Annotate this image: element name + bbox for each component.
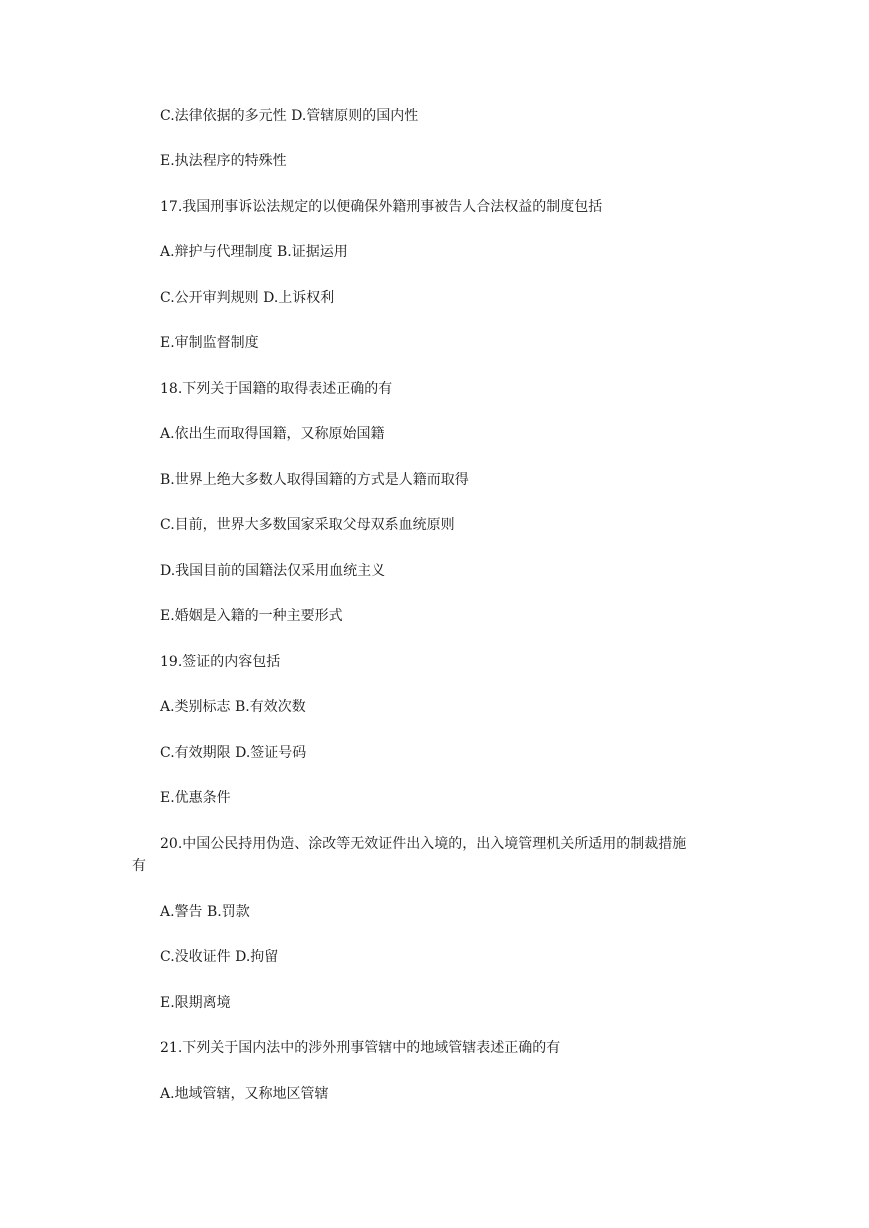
question-19: 19.签证的内容包括 [160,654,281,670]
option-line-16-c-d: C.法律依据的多元性 D.管辖原则的国内性 [160,108,419,124]
question-21: 21.下列关于国内法中的涉外刑事管辖中的地域管辖表述正确的有 [160,1040,561,1056]
option-line-19-a-b: A.类别标志 B.有效次数 [160,699,306,715]
option-line-19-c-d: C.有效期限 D.签证号码 [160,745,307,761]
question-17: 17.我国刑事诉讼法规定的以便确保外籍刑事被告人合法权益的制度包括 [160,199,603,215]
question-18: 18.下列关于国籍的取得表述正确的有 [160,381,393,397]
option-line-17-c-d: C.公开审判规则 D.上诉权利 [160,290,335,306]
option-line-18-a: A.依出生而取得国籍，又称原始国籍 [160,426,385,442]
option-line-17-e: E.审制监督制度 [160,335,259,351]
question-20: 20.中国公民持用伪造、涂改等无效证件出入境的，出入境管理机关所适用的制裁措施 [160,836,687,852]
option-line-19-e: E.优惠条件 [160,790,231,806]
option-line-20-e: E.限期离境 [160,995,231,1011]
option-line-20-a-b: A.警告 B.罚款 [160,904,250,920]
option-line-18-b: B.世界上绝大多数人取得国籍的方式是人籍而取得 [160,472,469,488]
option-line-18-e: E.婚姻是入籍的一种主要形式 [160,608,343,624]
option-line-20-c-d: C.没收证件 D.拘留 [160,949,279,965]
option-line-16-e: E.执法程序的特殊性 [160,153,287,169]
option-line-18-d: D.我国目前的国籍法仅采用血统主义 [160,563,386,579]
option-line-17-a-b: A.辩护与代理制度 B.证据运用 [160,244,348,260]
question-20-continuation: 有 [132,858,146,874]
option-line-18-c: C.目前，世界大多数国家采取父母双系血统原则 [160,517,455,533]
option-line-21-a: A.地域管辖，又称地区管辖 [160,1086,329,1102]
